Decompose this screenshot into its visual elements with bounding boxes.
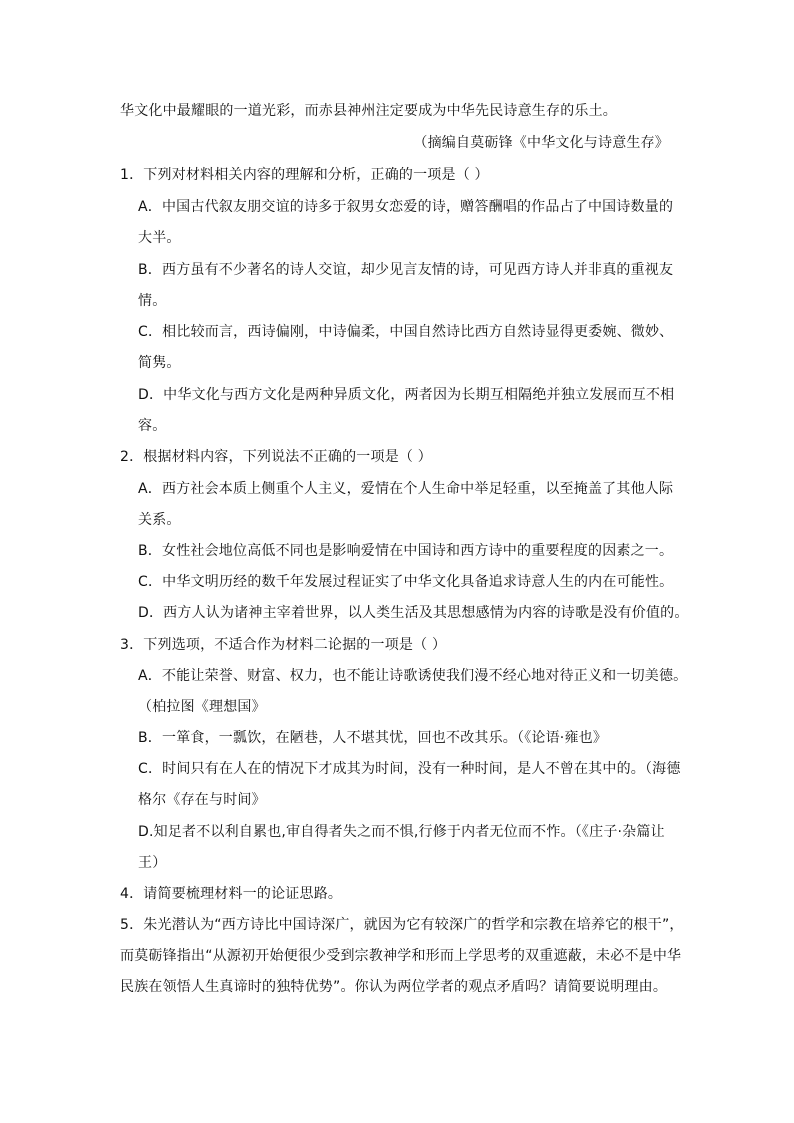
question-3-stem: 3．下列选项，不适合作为材料二论据的一项是（ ） — [120, 637, 447, 653]
question-4-stem: 4．请简要梳理材料一的论证思路。 — [120, 886, 343, 902]
q1-option-b-line2: 情。 — [138, 293, 167, 309]
q1-option-a-line1: A．中国古代叙友朋交谊的诗多于叙男女恋爱的诗，赠答酬唱的作品占了中国诗数量的 — [138, 199, 674, 215]
q2-option-a-line2: 关系。 — [138, 512, 181, 528]
q2-option-a-line1: A．西方社会本质上侧重个人主义，爱情在个人生命中举足轻重，以至掩盖了其他人际 — [138, 481, 674, 497]
q2-option-d: D．西方人认为诸神主宰着世界，以人类生活及其思想感情为内容的诗歌是没有价值的。 — [138, 605, 689, 621]
q1-option-c-line1: C．相比较而言，西诗偏刚，中诗偏柔，中国自然诗比西方自然诗显得更委婉、微妙、 — [138, 324, 674, 340]
question-5-stem: 5．朱光潜认为“西方诗比中国诗深广，就因为它有较深广的哲学和宗教在培养它的根干”， — [120, 917, 684, 933]
question-1-stem: 1．下列对材料相关内容的理解和分析，正确的一项是（ ） — [120, 167, 489, 183]
q3-option-c-line1: C．时间只有在人在的情况下才成其为时间，没有一种时间，是人不曾在其中的。（海德 — [138, 761, 681, 777]
question-2-stem: 2．根据材料内容，下列说法不正确的一项是（ ） — [120, 449, 432, 465]
q3-option-b: B．一箪食，一瓢饮，在陋巷，人不堪其忧，回也不改其乐。（《论语·雍也》 — [138, 730, 608, 746]
q1-option-c-line2: 简隽。 — [138, 355, 181, 371]
q1-option-d-line1: D．中华文化与西方文化是两种异质文化，两者因为长期互相隔绝并独立发展而互不相 — [138, 387, 675, 403]
q3-option-c-line2: 格尔《存在与时间》 — [138, 792, 266, 808]
q1-option-d-line2: 容。 — [138, 418, 167, 434]
q1-option-b-line1: B．西方虽有不少著名的诗人交谊，却少见言友情的诗，可见西方诗人并非真的重视友 — [138, 262, 674, 278]
question-5-line3: 民族在领悟人生真谛时的独特优势”。你认为两位学者的观点矛盾吗？请简要说明理由。 — [120, 979, 668, 995]
q3-option-d-line2: 王） — [138, 855, 167, 871]
q3-option-a-line2: （柏拉图《理想国》 — [138, 699, 266, 715]
q3-option-a-line1: A．不能让荣誉、财富、权力，也不能让诗歌诱使我们漫不经心地对待正义和一切美德。 — [138, 668, 688, 684]
q1-option-a-line2: 大半。 — [138, 230, 181, 246]
q3-option-d-line1: D.知足者不以利自累也,审自得者失之而不惧,行修于内者无位而不怍。（《庄子·杂篇让 — [138, 824, 665, 840]
q2-option-b: B．女性社会地位高低不同也是影响爱情在中国诗和西方诗中的重要程度的因素之一。 — [138, 543, 674, 559]
question-5-line2: 而莫砺锋指出“从源初开始便很少受到宗教神学和形而上学思考的双重遮蔽，未必不是中华 — [120, 948, 682, 964]
q2-option-c: C．中华文明历经的数千年发展过程证实了中华文化具备追求诗意人生的内在可能性。 — [138, 574, 674, 590]
intro-line: 华文化中最耀眼的一道光彩，而赤县神州注定要成为中华先民诗意生存的乐土。 — [120, 103, 617, 119]
source-citation: （摘编自莫砺锋《中华文化与诗意生存》 — [413, 135, 669, 151]
